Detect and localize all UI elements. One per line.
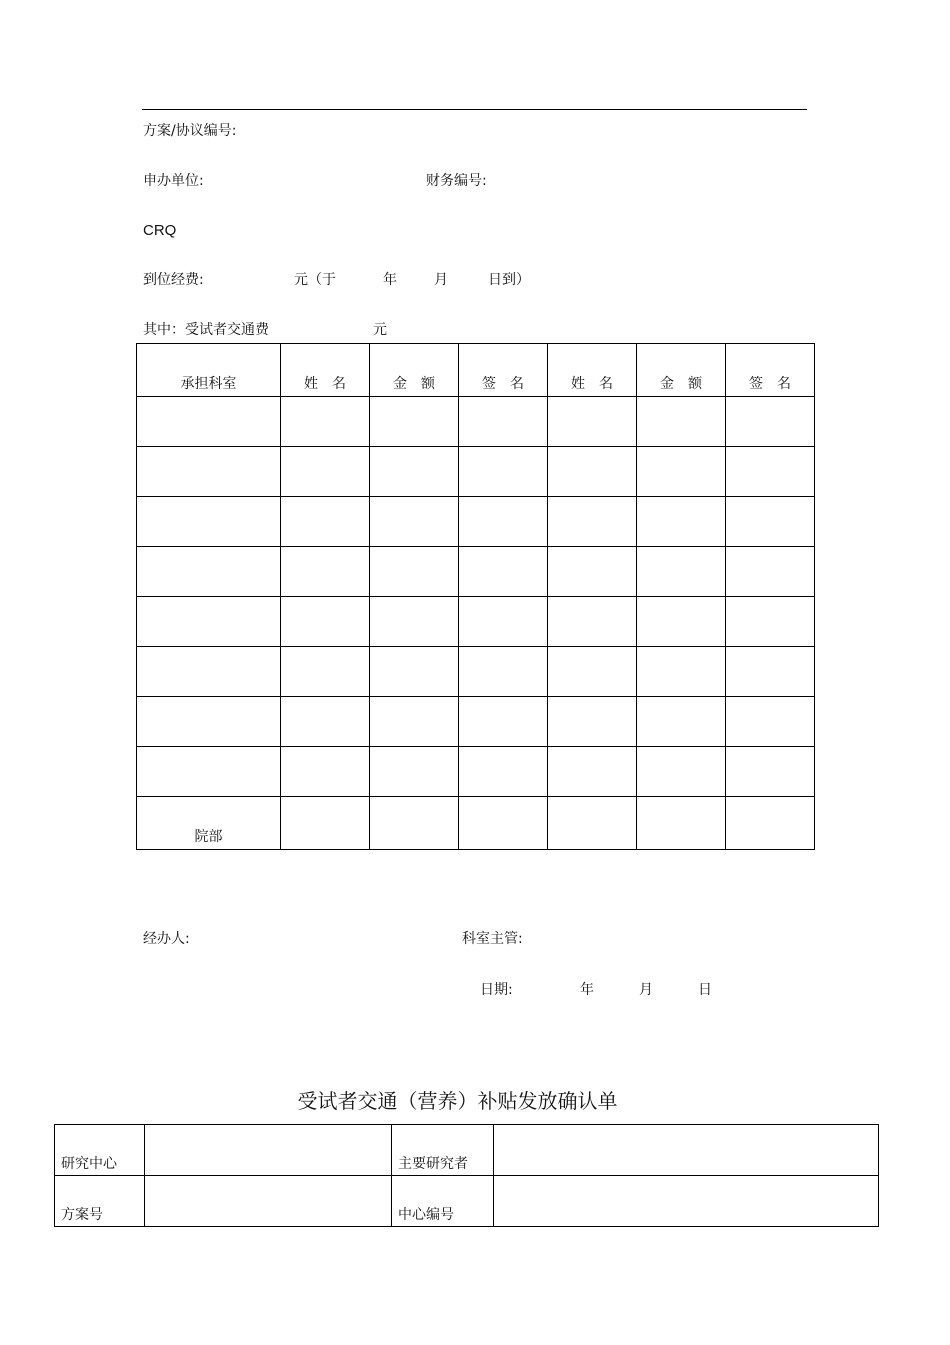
- table-cell[interactable]: [370, 797, 459, 850]
- table-cell[interactable]: [281, 447, 370, 497]
- table-cell[interactable]: [370, 497, 459, 547]
- handler-label: 经办人:: [143, 931, 190, 947]
- table-row: [137, 797, 815, 850]
- table-cell[interactable]: [726, 697, 815, 747]
- table-cell[interactable]: [726, 597, 815, 647]
- table-cell[interactable]: [370, 647, 459, 697]
- table-row: [137, 447, 815, 497]
- date-year: 年: [580, 982, 594, 998]
- col-name-2: 姓 名: [548, 344, 637, 397]
- confirmation-table: [54, 1124, 879, 1227]
- table-cell[interactable]: [459, 497, 548, 547]
- hospital-dept-cell: 院部: [137, 797, 281, 850]
- funds-yuan-yu: 元（于: [294, 272, 336, 288]
- table-cell[interactable]: [459, 697, 548, 747]
- table-cell[interactable]: [548, 547, 637, 597]
- table-cell[interactable]: [637, 597, 726, 647]
- confirmation-row: [55, 1125, 879, 1176]
- funds-year: 年: [383, 272, 397, 288]
- table-row: [137, 697, 815, 747]
- table-cell[interactable]: [637, 697, 726, 747]
- table-cell[interactable]: [281, 547, 370, 597]
- department-cell[interactable]: [137, 547, 281, 597]
- table-cell[interactable]: [637, 747, 726, 797]
- table-row: [137, 497, 815, 547]
- date-day: 日: [698, 982, 712, 998]
- table-cell[interactable]: [637, 447, 726, 497]
- table-row: [137, 597, 815, 647]
- transport-fee-label: 其中：受试者交通费: [143, 322, 269, 338]
- principal-investigator-label: 主要研究者: [392, 1125, 494, 1176]
- sponsor-label: 申办单位:: [143, 173, 204, 189]
- center-number-label: 中心编号: [392, 1176, 494, 1227]
- table-cell[interactable]: [281, 497, 370, 547]
- col-name-1: 姓 名: [281, 344, 370, 397]
- table-cell[interactable]: [726, 497, 815, 547]
- transport-fee-yuan: 元: [373, 322, 387, 338]
- table-cell[interactable]: [726, 547, 815, 597]
- funds-day-arrive: 日到）: [488, 272, 530, 288]
- table-header-row: [137, 344, 815, 397]
- table-cell[interactable]: [459, 647, 548, 697]
- protocol-no-label: 方案号: [55, 1176, 145, 1227]
- table-row: [137, 397, 815, 447]
- col-department: 承担科室: [137, 344, 281, 397]
- finance-number-label: 财务编号:: [426, 173, 487, 189]
- table-row: [137, 747, 815, 797]
- table-cell[interactable]: [548, 797, 637, 850]
- table-cell[interactable]: [281, 797, 370, 850]
- header-rule: [142, 109, 807, 110]
- department-cell[interactable]: [137, 497, 281, 547]
- table-cell[interactable]: [637, 547, 726, 597]
- table-cell[interactable]: [637, 647, 726, 697]
- department-cell[interactable]: [137, 697, 281, 747]
- confirmation-title: 受试者交通（营养）补贴发放确认单: [297, 1089, 618, 1113]
- funds-month: 月: [434, 272, 448, 288]
- confirmation-row: [55, 1176, 879, 1227]
- date-label: 日期:: [480, 982, 513, 998]
- crq-label: CRQ: [143, 222, 177, 239]
- table-cell[interactable]: [370, 597, 459, 647]
- table-cell[interactable]: [637, 397, 726, 447]
- table-cell[interactable]: [459, 747, 548, 797]
- table-cell[interactable]: [459, 547, 548, 597]
- table-cell[interactable]: [548, 697, 637, 747]
- table-cell[interactable]: [548, 447, 637, 497]
- table-cell[interactable]: [726, 447, 815, 497]
- table-cell[interactable]: [370, 447, 459, 497]
- table-cell[interactable]: [726, 397, 815, 447]
- table-cell[interactable]: [726, 797, 815, 850]
- date-month: 月: [639, 982, 653, 998]
- protocol-number-label: 方案/协议编号:: [143, 123, 237, 139]
- table-cell[interactable]: [637, 797, 726, 850]
- supervisor-label: 科室主管:: [462, 931, 523, 947]
- table-cell[interactable]: [281, 747, 370, 797]
- table-cell[interactable]: [370, 397, 459, 447]
- table-cell[interactable]: [281, 597, 370, 647]
- table-cell[interactable]: [548, 747, 637, 797]
- principal-investigator-field[interactable]: [494, 1125, 879, 1176]
- table-cell[interactable]: [548, 397, 637, 447]
- col-signature-1: 签 名: [459, 344, 548, 397]
- allocation-table: [136, 343, 815, 850]
- research-center-field[interactable]: [145, 1125, 392, 1176]
- table-cell[interactable]: [281, 397, 370, 447]
- table-cell[interactable]: [370, 697, 459, 747]
- col-amount-1: 金 额: [370, 344, 459, 397]
- table-cell[interactable]: [459, 797, 548, 850]
- funds-label: 到位经费:: [143, 272, 204, 288]
- table-cell[interactable]: [281, 697, 370, 747]
- table-cell[interactable]: [281, 647, 370, 697]
- department-cell[interactable]: [137, 747, 281, 797]
- table-cell[interactable]: [726, 647, 815, 697]
- table-row: [137, 647, 815, 697]
- department-cell[interactable]: [137, 447, 281, 497]
- department-cell[interactable]: [137, 397, 281, 447]
- table-cell[interactable]: [637, 497, 726, 547]
- center-number-field[interactable]: [494, 1176, 879, 1227]
- col-amount-2: 金 额: [637, 344, 726, 397]
- department-cell[interactable]: [137, 647, 281, 697]
- table-row: [137, 547, 815, 597]
- table-cell[interactable]: [548, 597, 637, 647]
- col-signature-2: 签 名: [726, 344, 815, 397]
- table-cell[interactable]: [548, 497, 637, 547]
- protocol-no-field[interactable]: [145, 1176, 392, 1227]
- table-cell[interactable]: [459, 447, 548, 497]
- table-cell[interactable]: [370, 747, 459, 797]
- table-cell[interactable]: [459, 397, 548, 447]
- table-cell[interactable]: [548, 647, 637, 697]
- table-cell[interactable]: [726, 747, 815, 797]
- research-center-label: 研究中心: [55, 1125, 145, 1176]
- table-cell[interactable]: [459, 597, 548, 647]
- table-cell[interactable]: [370, 547, 459, 597]
- department-cell[interactable]: [137, 597, 281, 647]
